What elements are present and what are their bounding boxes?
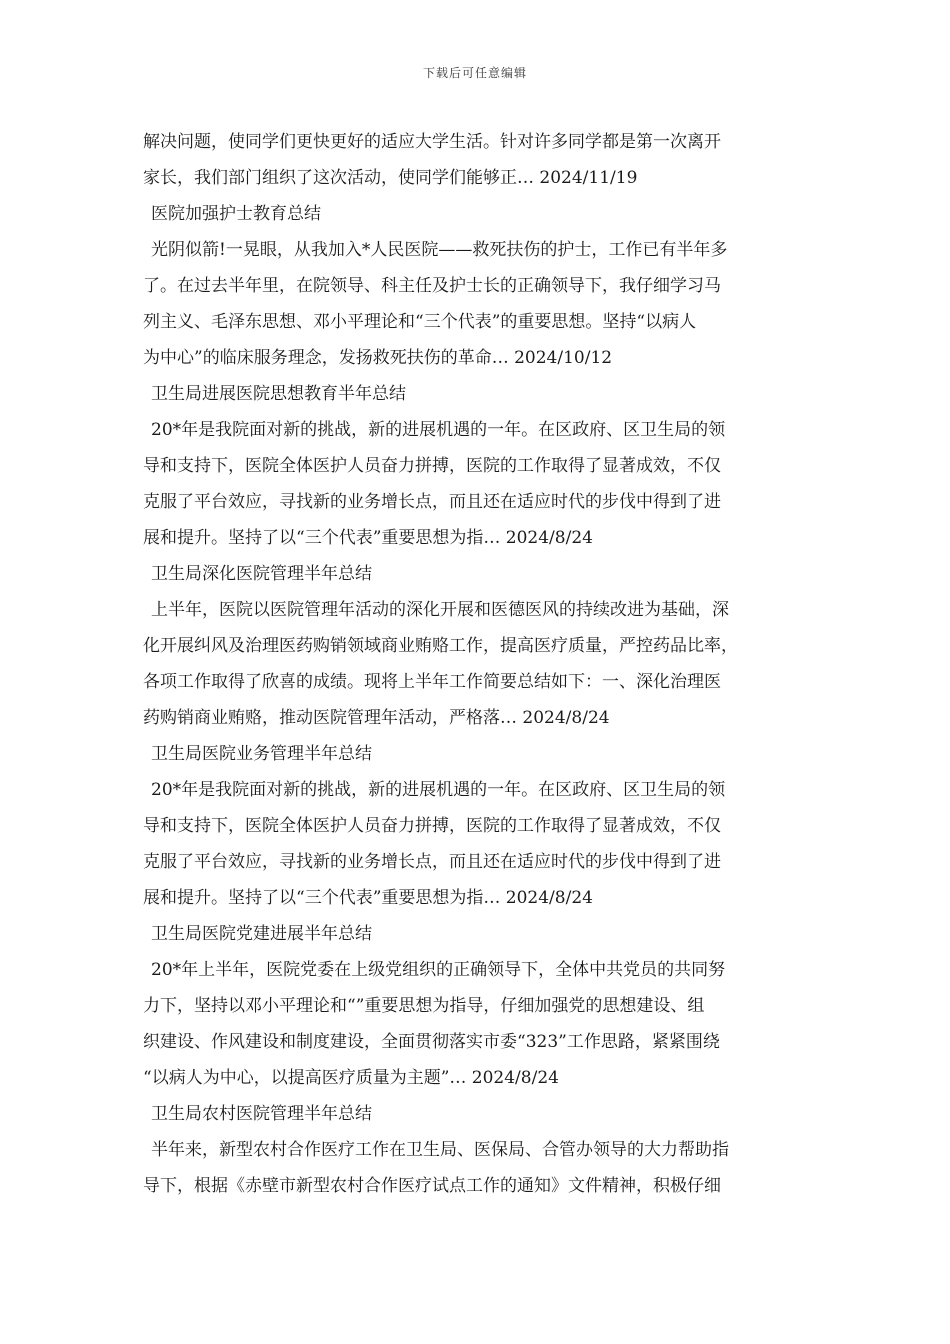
text-line: 光阴似箭!一晃眼，从我加入*人民医院——救死扶伤的护士，工作已有半年多 [151, 240, 728, 260]
article-title[interactable]: 卫生局进展医院思想教育半年总结 [151, 384, 406, 404]
text-line: 展和提升。坚持了以“三个代表”重要思想为指… 2024/8/24 [143, 528, 593, 548]
text-line: 半年来，新型农村合作医疗工作在卫生局、医保局、合管办领导的大力帮助指 [151, 1140, 729, 1160]
text-line: 克服了平台效应，寻找新的业务增长点，而且还在适应时代的步伐中得到了进 [143, 852, 721, 872]
document-body [143, 124, 813, 1204]
text-line: 各项工作取得了欣喜的成绩。现将上半年工作简要总结如下：一、深化治理医 [143, 672, 721, 692]
text-line: 导下，根据《赤壁市新型农村合作医疗试点工作的通知》文件精神，积极仔细 [143, 1176, 721, 1196]
text-line: 上半年，医院以医院管理年活动的深化开展和医德医风的持续改进为基础，深 [151, 600, 729, 620]
article-entry [143, 196, 813, 376]
article-title[interactable]: 医院加强护士教育总结 [151, 204, 321, 224]
text-line: 20*年上半年，医院党委在上级党组织的正确领导下，全体中共党员的共同努 [151, 960, 726, 980]
article-title[interactable]: 卫生局农村医院管理半年总结 [151, 1104, 372, 1124]
text-line: 药购销商业贿赂，推动医院管理年活动，严格落… 2024/8/24 [143, 708, 610, 728]
article-entry [143, 556, 813, 736]
intro-paragraph [143, 124, 813, 196]
text-line: 展和提升。坚持了以“三个代表”重要思想为指… 2024/8/24 [143, 888, 593, 908]
page-header: 下载后可任意编辑 [422, 66, 527, 80]
article-entry [143, 376, 813, 556]
text-line: 列主义、毛泽东思想、邓小平理论和“三个代表”的重要思想。坚持“以病人 [143, 312, 697, 332]
text-line: 20*年是我院面对新的挑战，新的进展机遇的一年。在区政府、区卫生局的领 [151, 780, 726, 800]
text-line: 为中心”的临床服务理念，发扬救死扶伤的革命… 2024/10/12 [143, 348, 613, 368]
text-line: 织建设、作风建设和制度建设，全面贯彻落实市委“323”工作思路，紧紧围绕 [143, 1032, 720, 1052]
text-line: 化开展纠风及治理医药购销领域商业贿赂工作，提高医疗质量，严控药品比率， [143, 636, 738, 656]
article-title[interactable]: 卫生局医院党建进展半年总结 [151, 924, 372, 944]
text-line: 20*年是我院面对新的挑战，新的进展机遇的一年。在区政府、区卫生局的领 [151, 420, 726, 440]
article-entry [143, 916, 813, 1096]
text-line: 导和支持下，医院全体医护人员奋力拼搏，医院的工作取得了显著成效，不仅 [143, 816, 721, 836]
text-line: 解决问题，使同学们更快更好的适应大学生活。针对许多同学都是第一次离开 [143, 132, 721, 152]
text-line: 了。在过去半年里，在院领导、科主任及护士长的正确领导下，我仔细学习马 [143, 276, 721, 296]
article-entry [143, 1096, 813, 1204]
text-line: 导和支持下，医院全体医护人员奋力拼搏，医院的工作取得了显著成效，不仅 [143, 456, 721, 476]
text-line: “以病人为中心，以提高医疗质量为主题”… 2024/8/24 [143, 1068, 559, 1088]
article-entry [143, 736, 813, 916]
text-line: 家长，我们部门组织了这次活动，使同学们能够正… 2024/11/19 [143, 168, 638, 188]
article-title[interactable]: 卫生局医院业务管理半年总结 [151, 744, 372, 764]
article-title[interactable]: 卫生局深化医院管理半年总结 [151, 564, 372, 584]
text-line: 克服了平台效应，寻找新的业务增长点，而且还在适应时代的步伐中得到了进 [143, 492, 721, 512]
text-line: 力下，坚持以邓小平理论和“”重要思想为指导，仔细加强党的思想建设、组 [143, 996, 705, 1016]
